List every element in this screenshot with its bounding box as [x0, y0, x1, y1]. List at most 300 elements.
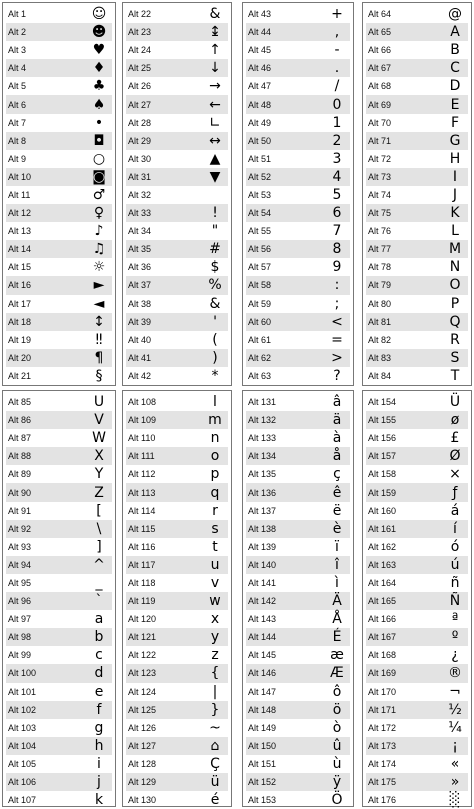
- table-row: [246, 755, 350, 773]
- table-row: [6, 295, 112, 313]
- character-glyph: ½: [448, 701, 462, 718]
- table-row: [246, 59, 350, 77]
- table-row: [126, 41, 228, 59]
- character-glyph: :: [334, 277, 340, 294]
- table-row: [126, 168, 228, 186]
- alt-code-label: Alt 33: [128, 208, 152, 219]
- table-row: [126, 204, 228, 222]
- character-glyph: ∟: [209, 114, 221, 131]
- table-row: [246, 447, 350, 465]
- alt-code-label: Alt 74: [368, 189, 392, 200]
- table-row: [246, 737, 350, 755]
- character-glyph: &: [209, 6, 221, 23]
- character-glyph: ¡: [452, 737, 458, 754]
- alt-code-label: Alt 97: [8, 614, 32, 625]
- table-row: [366, 240, 468, 258]
- character-glyph: j: [97, 774, 101, 791]
- character-glyph: C: [450, 60, 460, 77]
- table-row: [126, 95, 228, 113]
- alt-code-label: Alt 123: [128, 668, 157, 679]
- table-row: [246, 538, 350, 556]
- table-row: [126, 719, 228, 737]
- character-glyph: J: [452, 186, 458, 203]
- alt-code-label: Alt 10: [8, 171, 32, 182]
- table-row: [366, 77, 468, 95]
- character-glyph: Ö: [331, 792, 343, 809]
- alt-code-label: Alt 84: [368, 370, 392, 381]
- character-glyph: ú: [450, 556, 460, 573]
- table-row: [6, 222, 112, 240]
- character-glyph: ö: [332, 701, 342, 718]
- alt-code-label: Alt 153: [248, 795, 277, 806]
- alt-code-label: Alt 93: [8, 541, 32, 552]
- alt-code-label: Alt 15: [8, 262, 32, 273]
- alt-code-label: Alt 99: [8, 650, 32, 661]
- table-row: [246, 23, 350, 41]
- alt-code-label: Alt 129: [128, 777, 157, 788]
- alt-code-label: Alt 1: [8, 9, 27, 20]
- character-glyph: ^: [93, 556, 105, 573]
- character-glyph: ä: [332, 412, 342, 429]
- alt-code-label: Alt 165: [368, 596, 397, 607]
- table-row: [126, 23, 228, 41]
- table-row: [6, 447, 112, 465]
- character-glyph: ↔: [209, 132, 221, 149]
- table-row: [6, 701, 112, 719]
- alt-code-label: Alt 155: [368, 415, 397, 426]
- alt-code-label: Alt 38: [128, 298, 152, 309]
- character-glyph: h: [94, 737, 104, 754]
- table-row: [126, 429, 228, 447]
- character-glyph: Q: [449, 313, 461, 330]
- alt-code-label: Alt 166: [368, 614, 397, 625]
- table-row: [126, 610, 228, 628]
- character-glyph: F: [450, 114, 460, 131]
- alt-code-label: Alt 117: [128, 559, 156, 570]
- character-glyph: §: [95, 367, 103, 384]
- table-row: [126, 295, 228, 313]
- alt-code-label: Alt 72: [368, 153, 392, 164]
- table-row: [6, 331, 112, 349]
- character-glyph: Ñ: [449, 593, 461, 610]
- table-row: [366, 114, 468, 132]
- character-glyph: 9: [332, 259, 342, 276]
- alt-code-label: Alt 53: [248, 189, 272, 200]
- alt-code-label: Alt 127: [128, 740, 157, 751]
- alt-code-label: Alt 86: [8, 415, 32, 426]
- alt-code-label: Alt 142: [248, 596, 277, 607]
- character-glyph: ♀: [93, 205, 105, 222]
- alt-code-label: Alt 41: [128, 352, 152, 363]
- character-glyph: ": [211, 223, 219, 240]
- character-glyph: ▼: [209, 168, 221, 185]
- alt-code-label: Alt 18: [8, 316, 32, 327]
- table-row: [6, 538, 112, 556]
- character-glyph: z: [211, 647, 219, 664]
- table-row: [246, 683, 350, 701]
- alt-code-label: Alt 12: [8, 208, 32, 219]
- table-row: [366, 276, 468, 294]
- alt-code-label: Alt 55: [248, 226, 272, 237]
- character-glyph: ◘: [93, 132, 105, 149]
- alt-code-label: Alt 48: [248, 99, 272, 110]
- table-row: [366, 222, 468, 240]
- table-row: [366, 186, 468, 204]
- character-glyph: d: [94, 665, 104, 682]
- alt-code-label: Alt 118: [128, 577, 156, 588]
- character-glyph: »: [450, 774, 460, 791]
- alt-code-label: Alt 134: [248, 451, 277, 462]
- table-row: [246, 132, 350, 150]
- character-glyph: 5: [332, 186, 342, 203]
- character-glyph: ◙: [92, 168, 106, 185]
- character-glyph: g: [94, 719, 104, 736]
- table-row: [246, 5, 350, 23]
- table-row: [126, 331, 228, 349]
- alt-code-label: Alt 71: [368, 135, 392, 146]
- table-row: [366, 737, 468, 755]
- alt-code-label: Alt 65: [368, 27, 392, 38]
- alt-code-label: Alt 148: [248, 704, 277, 715]
- character-glyph: ñ: [450, 574, 460, 591]
- alt-code-label: Alt 31: [128, 171, 152, 182]
- alt-code-label: Alt 120: [128, 614, 157, 625]
- character-glyph: ¶: [94, 349, 104, 366]
- table-row: [366, 349, 468, 367]
- character-glyph: ï: [335, 538, 339, 555]
- alt-code-label: Alt 140: [248, 559, 277, 570]
- character-glyph: w: [209, 593, 221, 610]
- alt-code-label: Alt 4: [8, 63, 27, 74]
- character-glyph: ÿ: [332, 774, 342, 791]
- character-glyph: →: [209, 78, 221, 95]
- table-row: [126, 628, 228, 646]
- alt-code-label: Alt 22: [128, 9, 152, 20]
- alt-code-label: Alt 169: [368, 668, 397, 679]
- table-row: [126, 411, 228, 429]
- character-glyph: ░: [449, 792, 461, 809]
- table-row: [126, 791, 228, 809]
- alt-code-label: Alt 172: [368, 722, 397, 733]
- character-glyph: 4: [332, 168, 342, 185]
- table-row: [6, 240, 112, 258]
- character-glyph: c: [95, 647, 103, 664]
- table-row: [246, 483, 350, 501]
- alt-code-label: Alt 85: [8, 397, 32, 408]
- character-glyph: ○: [92, 150, 106, 167]
- character-glyph: $: [210, 259, 220, 276]
- character-glyph: ⌂: [210, 737, 220, 754]
- alt-code-label: Alt 61: [248, 334, 272, 345]
- table-row: [246, 367, 350, 385]
- alt-code-label: Alt 30: [128, 153, 152, 164]
- character-glyph: {: [210, 665, 220, 682]
- alt-code-label: Alt 24: [128, 45, 152, 56]
- table-row: [126, 520, 228, 538]
- character-glyph: i: [97, 755, 101, 772]
- alt-code-label: Alt 45: [248, 45, 272, 56]
- table-row: [126, 5, 228, 23]
- table-row: [246, 429, 350, 447]
- alt-code-label: Alt 82: [368, 334, 392, 345]
- table-row: [246, 313, 350, 331]
- table-row: [6, 95, 112, 113]
- table-row: [246, 258, 350, 276]
- table-row: [6, 59, 112, 77]
- alt-code-label: Alt 161: [368, 523, 397, 534]
- table-row: [366, 429, 468, 447]
- character-glyph: p: [210, 466, 220, 483]
- character-glyph: W: [92, 430, 106, 447]
- alt-code-label: Alt 26: [128, 81, 152, 92]
- table-row: [366, 574, 468, 592]
- character-glyph: T: [450, 367, 460, 384]
- character-glyph: #: [209, 241, 221, 258]
- table-row: [126, 447, 228, 465]
- character-glyph: n: [210, 430, 220, 447]
- table-row: [246, 393, 350, 411]
- alt-code-label: Alt 8: [8, 135, 27, 146]
- character-glyph: ë: [332, 502, 342, 519]
- table-row: [6, 773, 112, 791]
- table-row: [246, 592, 350, 610]
- character-glyph: .: [334, 60, 340, 77]
- character-glyph: ¬: [449, 683, 461, 700]
- alt-code-label: Alt 157: [368, 451, 397, 462]
- table-row: [126, 538, 228, 556]
- alt-code-label: Alt 63: [248, 370, 272, 381]
- alt-code-label: Alt 62: [248, 352, 272, 363]
- alt-code-label: Alt 17: [8, 298, 32, 309]
- table-row: [366, 447, 468, 465]
- table-row: [126, 349, 228, 367]
- alt-code-label: Alt 173: [368, 740, 397, 751]
- alt-code-label: Alt 79: [368, 280, 392, 291]
- character-glyph: -: [334, 42, 340, 59]
- alt-code-label: Alt 113: [128, 487, 156, 498]
- alt-code-label: Alt 47: [248, 81, 272, 92]
- table-row: [126, 222, 228, 240]
- alt-code-label: Alt 145: [248, 650, 277, 661]
- character-glyph: D: [449, 78, 461, 95]
- table-row: [246, 556, 350, 574]
- character-glyph: ò: [332, 719, 342, 736]
- table-row: [6, 683, 112, 701]
- alt-code-label: Alt 69: [368, 99, 392, 110]
- character-glyph: e: [94, 683, 104, 700]
- table-row: [366, 701, 468, 719]
- character-glyph: ↕: [93, 313, 105, 330]
- character-glyph: _: [95, 574, 103, 591]
- table-row: [6, 204, 112, 222]
- table-row: [126, 77, 228, 95]
- character-glyph: ®: [448, 665, 462, 682]
- table-row: [366, 5, 468, 23]
- character-glyph: ': [213, 313, 217, 330]
- alt-code-label: Alt 158: [368, 469, 397, 480]
- alt-code-label: Alt 151: [248, 758, 277, 769]
- table-row: [366, 23, 468, 41]
- alt-code-label: Alt 163: [368, 559, 397, 570]
- alt-code-label: Alt 128: [128, 758, 157, 769]
- table-row: [126, 574, 228, 592]
- alt-code-label: Alt 68: [368, 81, 392, 92]
- alt-code-label: Alt 150: [248, 740, 277, 751]
- alt-code-label: Alt 5: [8, 81, 27, 92]
- alt-code-label: Alt 34: [128, 226, 152, 237]
- character-glyph: ç: [333, 466, 341, 483]
- table-row: [246, 240, 350, 258]
- alt-code-label: Alt 119: [128, 596, 156, 607]
- alt-code-label: Alt 88: [8, 451, 32, 462]
- table-row: [366, 628, 468, 646]
- character-glyph: å: [332, 448, 342, 465]
- character-glyph: ;: [334, 295, 340, 312]
- alt-code-label: Alt 54: [248, 208, 272, 219]
- alt-code-label: Alt 149: [248, 722, 277, 733]
- table-row: [366, 538, 468, 556]
- character-glyph: ←: [209, 96, 221, 113]
- alt-code-label: Alt 171: [368, 704, 397, 715]
- table-row: [366, 483, 468, 501]
- table-row: [366, 610, 468, 628]
- character-glyph: 7: [332, 223, 342, 240]
- table-row: [366, 411, 468, 429]
- character-glyph: \: [96, 520, 102, 537]
- character-glyph: Å: [332, 611, 342, 628]
- table-row: [366, 204, 468, 222]
- character-glyph: ¿: [451, 647, 459, 664]
- alt-code-label: Alt 76: [368, 226, 392, 237]
- table-row: [246, 150, 350, 168]
- character-glyph: ♦: [92, 60, 106, 77]
- character-glyph: î: [335, 556, 339, 573]
- alt-code-label: Alt 37: [128, 280, 152, 291]
- alt-code-label: Alt 94: [8, 559, 32, 570]
- alt-code-label: Alt 131: [248, 397, 277, 408]
- alt-code-label: Alt 170: [368, 686, 397, 697]
- table-row: [246, 331, 350, 349]
- character-glyph: É: [332, 629, 342, 646]
- character-glyph: x: [210, 611, 220, 628]
- character-glyph: Ä: [332, 593, 342, 610]
- character-glyph: /: [334, 78, 340, 95]
- character-glyph: |: [212, 683, 218, 700]
- alt-code-label: Alt 64: [368, 9, 392, 20]
- alt-code-label: Alt 70: [368, 117, 392, 128]
- alt-code-label: Alt 29: [128, 135, 152, 146]
- character-glyph: ☻: [91, 24, 107, 41]
- alt-code-label: Alt 52: [248, 171, 272, 182]
- table-row: [246, 664, 350, 682]
- table-row: [366, 331, 468, 349]
- alt-code-label: Alt 50: [248, 135, 272, 146]
- table-row: [6, 168, 112, 186]
- table-row: [126, 502, 228, 520]
- alt-code-label: Alt 104: [8, 740, 37, 751]
- table-row: [126, 773, 228, 791]
- character-glyph: <: [331, 313, 343, 330]
- character-glyph: I: [452, 168, 458, 185]
- alt-code-label: Alt 44: [248, 27, 272, 38]
- table-row: [6, 429, 112, 447]
- table-row: [246, 41, 350, 59]
- character-glyph: 0: [332, 96, 342, 113]
- alt-code-label: Alt 59: [248, 298, 272, 309]
- alt-code-label: Alt 80: [368, 298, 392, 309]
- table-row: [126, 737, 228, 755]
- character-glyph: G: [449, 132, 461, 149]
- alt-code-label: Alt 36: [128, 262, 152, 273]
- alt-code-label: Alt 156: [368, 433, 397, 444]
- table-row: [126, 664, 228, 682]
- character-glyph: º: [451, 629, 459, 646]
- alt-code-label: Alt 42: [128, 370, 152, 381]
- character-glyph: N: [449, 259, 461, 276]
- table-row: [246, 646, 350, 664]
- alt-code-label: Alt 98: [8, 632, 32, 643]
- alt-code-label: Alt 67: [368, 63, 392, 74]
- character-glyph: 8: [332, 241, 342, 258]
- alt-code-label: Alt 141: [248, 577, 277, 588]
- table-row: [6, 737, 112, 755]
- character-glyph: ♣: [92, 78, 106, 95]
- character-glyph: k: [94, 792, 104, 809]
- table-row: [6, 755, 112, 773]
- table-row: [6, 186, 112, 204]
- table-row: [6, 502, 112, 520]
- character-glyph: ƒ: [452, 484, 458, 501]
- character-glyph: í: [453, 520, 457, 537]
- character-glyph: ù: [332, 755, 342, 772]
- character-glyph: 6: [332, 205, 342, 222]
- table-row: [6, 610, 112, 628]
- table-row: [6, 367, 112, 385]
- character-glyph: ↨: [209, 24, 221, 41]
- character-glyph: ?: [333, 367, 341, 384]
- alt-code-label: Alt 110: [128, 433, 156, 444]
- table-row: [6, 313, 112, 331]
- alt-code-label: Alt 60: [248, 316, 272, 327]
- table-row: [246, 465, 350, 483]
- alt-code-label: Alt 39: [128, 316, 152, 327]
- alt-code-label: Alt 175: [368, 777, 397, 788]
- table-row: [366, 773, 468, 791]
- alt-code-label: Alt 135: [248, 469, 277, 480]
- table-row: [126, 592, 228, 610]
- character-glyph: é: [210, 792, 220, 809]
- character-glyph: ~: [209, 719, 221, 736]
- table-row: [126, 683, 228, 701]
- alt-code-label: Alt 160: [368, 505, 397, 516]
- character-glyph: ♫: [92, 241, 106, 258]
- alt-code-label: Alt 133: [248, 433, 277, 444]
- alt-code-label: Alt 43: [248, 9, 272, 20]
- character-glyph: ♪: [94, 223, 104, 240]
- table-row: [6, 5, 112, 23]
- character-glyph: ☼: [92, 259, 106, 276]
- character-glyph: 1: [332, 114, 342, 131]
- character-glyph: O: [449, 277, 461, 294]
- character-glyph: ô: [332, 683, 342, 700]
- alt-code-label: Alt 162: [368, 541, 397, 552]
- alt-code-label: Alt 2: [8, 27, 27, 38]
- alt-code-label: Alt 168: [368, 650, 397, 661]
- character-glyph: S: [450, 349, 460, 366]
- character-glyph: V: [94, 412, 104, 429]
- character-glyph: ▲: [209, 150, 221, 167]
- alt-code-label: Alt 7: [8, 117, 27, 128]
